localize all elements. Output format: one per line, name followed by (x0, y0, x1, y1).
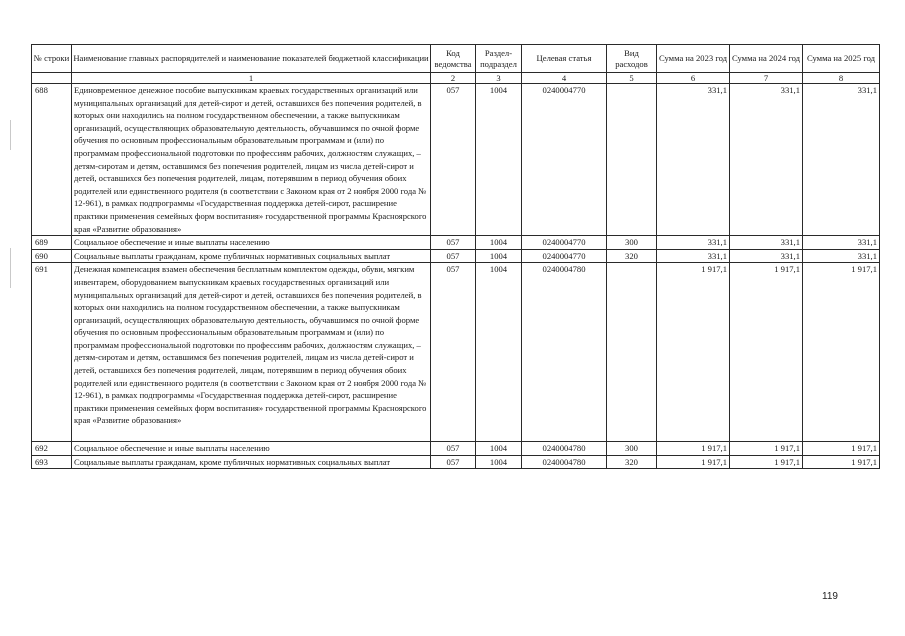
table-row (32, 455, 880, 469)
page-number: 119 (822, 591, 838, 602)
row-number: 690 (32, 249, 72, 263)
row-sum-2024: 1 917,1 (730, 442, 803, 456)
row-number: 691 (32, 263, 72, 442)
row-sum-2024: 331,1 (730, 249, 803, 263)
row-sum-2025: 331,1 (803, 84, 880, 236)
row-target-item: 0240004770 (522, 236, 607, 250)
row-sum-2023: 1 917,1 (657, 442, 730, 456)
row-name: Социальные выплаты гражданам, кроме публичных нормативных социальных выплат (72, 249, 431, 263)
row-section: 1004 (476, 455, 522, 469)
row-sum-2025: 1 917,1 (803, 263, 880, 442)
row-expense-kind: 320 (607, 455, 657, 469)
table-row (32, 249, 880, 263)
row-section: 1004 (476, 236, 522, 250)
row-sum-2024: 331,1 (730, 84, 803, 236)
header-row-number: № строки (32, 45, 72, 73)
row-name: Денежная компенсация взамен обеспечения бесплатным комплектом одежды, обуви, мягким инвентарем, оборудованием выпускникам краевых государственных организаций или муниципальных организаций для детей-сирот и детей, оставшихся без попечения родителей, в которых они находились на полном государственном обеспечении, а также выпускникам организаций, осуществляющих образовательную деятельность, обучавшимся по очной форме обучения по основным профессиональным образовательным программам и (или) по программам профессиональной подготовки по профессиям рабочих, должностям служащих, – детям-сиротам и детям, оставшимся без попечения родителей, лицам из числа детей-сирот и детей, оставшихся без попечения родителей, лицам, потерявшим в период обучения обоих родителей или единственного родителя (в соответствии с Законом края от 2 ноября 2000 года № 12-961), в рамках подпрограммы «Государственная поддержка детей-сирот, расширение практики применения семейных форм воспитания» государственной программы Красноярского края «Развитие образования» (72, 263, 431, 442)
column-number: 2 (431, 73, 476, 84)
header-section: Раздел-подраздел (476, 45, 522, 73)
row-number: 689 (32, 236, 72, 250)
column-number: 6 (657, 73, 730, 84)
row-expense-kind: 300 (607, 442, 657, 456)
table-row (32, 442, 880, 456)
row-sum-2024: 1 917,1 (730, 263, 803, 442)
row-dept-code: 057 (431, 263, 476, 442)
row-target-item: 0240004780 (522, 263, 607, 442)
row-name: Социальные выплаты гражданам, кроме публичных нормативных социальных выплат (72, 455, 431, 469)
row-target-item: 0240004780 (522, 455, 607, 469)
header-sum-2024: Сумма на 2024 год (730, 45, 803, 73)
column-number-row (32, 73, 880, 84)
header-dept-code: Код ведомства (431, 45, 476, 73)
row-sum-2024: 1 917,1 (730, 455, 803, 469)
row-dept-code: 057 (431, 442, 476, 456)
row-number: 692 (32, 442, 72, 456)
row-expense-kind (607, 84, 657, 236)
header-sum-2023: Сумма на 2023 год (657, 45, 730, 73)
column-number: 7 (730, 73, 803, 84)
row-section: 1004 (476, 442, 522, 456)
row-name: Социальное обеспечение и иные выплаты населению (72, 442, 431, 456)
row-sum-2023: 331,1 (657, 84, 730, 236)
column-number: 1 (72, 73, 431, 84)
row-sum-2023: 331,1 (657, 249, 730, 263)
column-number: 3 (476, 73, 522, 84)
row-sum-2025: 331,1 (803, 249, 880, 263)
row-target-item: 0240004780 (522, 442, 607, 456)
row-name: Социальное обеспечение и иные выплаты населению (72, 236, 431, 250)
row-dept-code: 057 (431, 84, 476, 236)
budget-table (31, 44, 880, 469)
row-target-item: 0240004770 (522, 249, 607, 263)
row-expense-kind: 300 (607, 236, 657, 250)
row-dept-code: 057 (431, 249, 476, 263)
row-section: 1004 (476, 249, 522, 263)
row-expense-kind (607, 263, 657, 442)
row-sum-2023: 331,1 (657, 236, 730, 250)
row-target-item: 0240004770 (522, 84, 607, 236)
row-dept-code: 057 (431, 236, 476, 250)
row-number: 688 (32, 84, 72, 236)
header-name: Наименование главных распорядителей и наименование показателей бюджетной классификации (72, 45, 431, 73)
column-number-blank (32, 73, 72, 84)
table-header-row (32, 45, 880, 73)
header-sum-2025: Сумма на 2025 год (803, 45, 880, 73)
table-row (32, 84, 880, 236)
table-row (32, 236, 880, 250)
row-sum-2023: 1 917,1 (657, 455, 730, 469)
row-number: 693 (32, 455, 72, 469)
column-number: 8 (803, 73, 880, 84)
header-expense-kind: Вид расходов (607, 45, 657, 73)
row-section: 1004 (476, 263, 522, 442)
row-sum-2023: 1 917,1 (657, 263, 730, 442)
row-dept-code: 057 (431, 455, 476, 469)
scan-margin-mark (10, 120, 11, 150)
row-sum-2025: 1 917,1 (803, 455, 880, 469)
row-sum-2025: 331,1 (803, 236, 880, 250)
column-number: 4 (522, 73, 607, 84)
row-expense-kind: 320 (607, 249, 657, 263)
table-row (32, 263, 880, 442)
row-section: 1004 (476, 84, 522, 236)
row-name: Единовременное денежное пособие выпускникам краевых государственных организаций или муниципальных организаций для детей-сирот и детей, оставшихся без попечения родителей, в которых они находились на полном государственном обеспечении, а также выпускникам организаций, осуществляющих образовательную деятельность, обучавшимся по очной форме обучения по основным профессиональным образовательным программам и (или) по программам профессиональной подготовки по профессиям рабочих, должностям служащих, – детям-сиротам и детям, оставшимся без попечения родителей, лицам из числа детей-сирот и детей, оставшихся без попечения родителей, лицам, потерявшим в период обучения обоих родителей или единственного родителя (в соответствии с Законом края от 2 ноября 2000 года № 12-961), в рамках подпрограммы «Государственная поддержка детей-сирот, расширение практики применения семейных форм воспитания» государственной программы Красноярского края «Развитие образования» (72, 84, 431, 236)
column-number: 5 (607, 73, 657, 84)
header-target-item: Целевая статья (522, 45, 607, 73)
row-sum-2024: 331,1 (730, 236, 803, 250)
scan-margin-mark (10, 248, 11, 288)
row-sum-2025: 1 917,1 (803, 442, 880, 456)
